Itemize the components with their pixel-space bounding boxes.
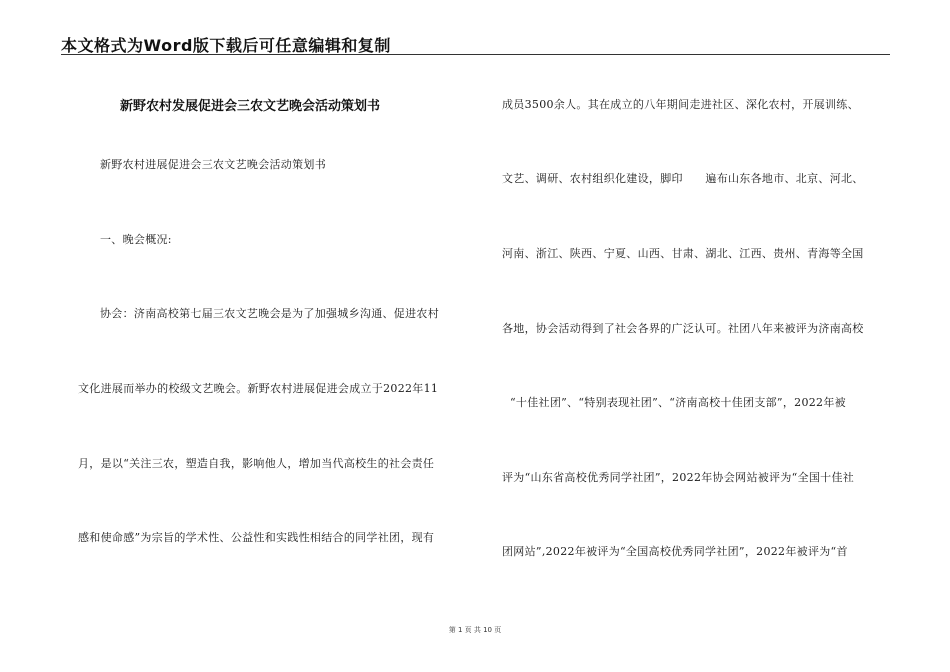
body-line: 感和使命感”为宗旨的学术性、公益性和实践性相结合的同学社团，现有 [78,531,435,544]
body-line: 各地，协会活动得到了社会各界的广泛认可。社团八年来被评为济南高校 [502,322,864,335]
body-line: “十佳社团”、“特别表现社团”、“济南高校十佳团支部”，2022年被 [510,396,846,409]
header-divider [61,54,890,55]
body-line: 文化进展而举办的校级文艺晚会。新野农村进展促进会成立于2022年11 [78,382,439,395]
download-banner-title: 本文格式为Word版下载后可任意编辑和复制 [61,36,391,55]
body-line: 河南、浙江、陕西、宁夏、山西、甘肃、湖北、江西、贵州、青海等全国 [502,247,864,260]
document-title: 新野农村发展促进会三农文艺晚会活动策划书 [120,99,381,114]
body-line: 文艺、调研、农村组织化建设，脚印 遍布山东各地市、北京、河北、 [502,172,864,185]
body-line: 协会：济南高校第七届三农文艺晚会是为了加强城乡沟通、促进农村 [100,307,439,320]
body-line: 月，是以“关注三农，塑造自我，影响他人，增加当代高校生的社会责任 [78,457,435,470]
subtitle-line: 新野农村进展促进会三农文艺晚会活动策划书 [100,158,326,171]
section-heading: 一、晚会概况: [100,233,172,246]
body-line: 团网站”,2022年被评为“全国高校优秀同学社团”，2022年被评为“首 [502,545,848,558]
body-line: 成员3500余人。其在成立的八年期间走进社区、深化农村，开展训练、 [502,98,859,111]
body-line: 评为“山东省高校优秀同学社团”，2022年协会网站被评为“全国十佳社 [502,471,855,484]
page-number: 第 1 页 共 10 页 [448,626,502,634]
